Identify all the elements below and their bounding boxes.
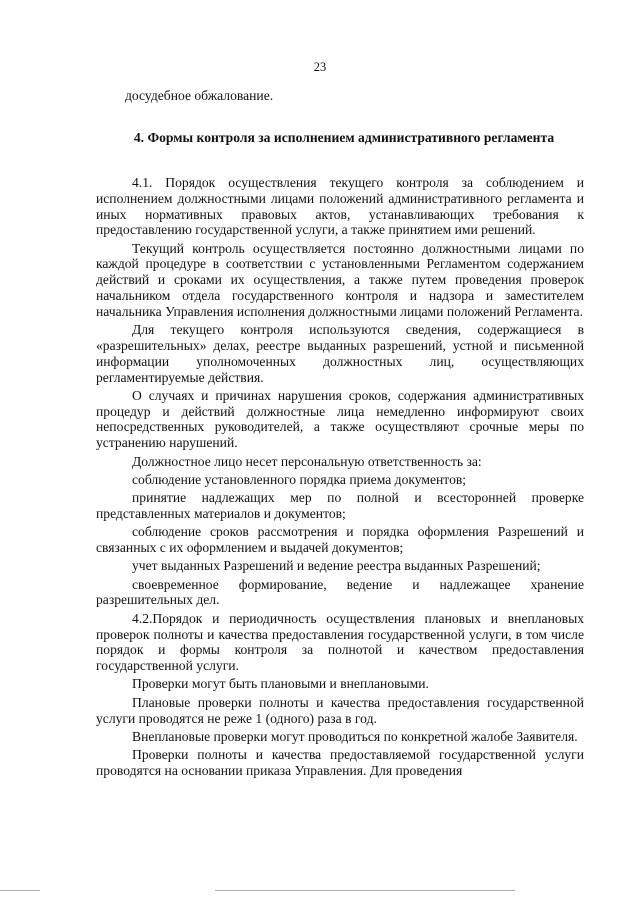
- list-item-deadlines: соблюдение сроков рассмотрения и порядка оформления Разрешений и связанных с их оформлением и выдачей документов;: [96, 524, 584, 556]
- paragraph-4-2: 4.2.Порядок и периодичность осуществления плановых и внеплановых проверок полноты и качества предоставления государственной услуги, в том числе порядок и формы контроля за полнотой и качеством предоставления государственной услуги.: [96, 610, 584, 674]
- paragraph-inspection-basis: Проверки полноты и качества предоставляемой государственной услуги проводятся на основании приказа Управления. Для проведения: [96, 747, 584, 778]
- scan-artifact-line: [215, 890, 515, 891]
- page-number: 23: [313, 60, 327, 74]
- paragraph-unplanned-inspections: Внеплановые проверки могут проводиться по конкретной жалобе Заявителя.: [132, 728, 578, 744]
- list-item-verification: принятие надлежащих мер по полной и всесторонней проверке представленных материалов и документов;: [96, 490, 584, 521]
- paragraph-responsibility: Должностное лицо несет персональную ответственность за:: [132, 453, 482, 469]
- paragraph-violations: О случаях и причинах нарушения сроков, содержания административных процедур и действий должностные лица немедленно информируют своих непосредственных руководителей, а также осуществляют срочные меры по устранению нарушений.: [96, 387, 584, 451]
- section-heading: 4. Формы контроля за исполнением административного регламента: [133, 130, 555, 145]
- paragraph-planned-inspections: Плановые проверки полноты и качества предоставления государственной услуги проводятся не реже 1 (одного) раза в год.: [96, 694, 584, 726]
- list-item-document-intake: соблюдение установленного порядка приема документов;: [132, 471, 467, 487]
- list-item-file-storage: своевременное формирование, ведение и надлежащее хранение разрешительных дел.: [96, 576, 584, 608]
- intro-line: досудебное обжалование.: [125, 88, 274, 103]
- paragraph-4-1: 4.1. Порядок осуществления текущего контроля за соблюдением и исполнением должностными лицами положений административного регламента и иных нормативных правовых актов, устанавливающих требования к предоставлению государственной услуги, а также принятием ими решений.: [96, 175, 584, 238]
- scan-artifact-line: [0, 890, 40, 891]
- paragraph-current-control: Текущий контроль осуществляется постоянно должностными лицами по каждой процедуре в соответствии с установленными Регламентом содержанием действий и сроками их осуществления, а также путем проведения проверок начальником отдела государственного контроля и надзора и заместителем начальника Управления исполнения должностными лицами положений Регламента.: [96, 240, 584, 319]
- paragraph-information-sources: Для текущего контроля используются сведения, содержащиеся в «разрешительных» делах, реестре выданных разрешений, устной и письменной информации уполномоченных должностных лиц, осуществляющих регламентируемые действия.: [96, 322, 584, 385]
- paragraph-inspection-types: Проверки могут быть плановыми и внеплановыми.: [132, 676, 429, 692]
- section-body: [96, 175, 584, 781]
- list-item-registry: учет выданных Разрешений и ведение реестра выданных Разрешений;: [132, 558, 541, 574]
